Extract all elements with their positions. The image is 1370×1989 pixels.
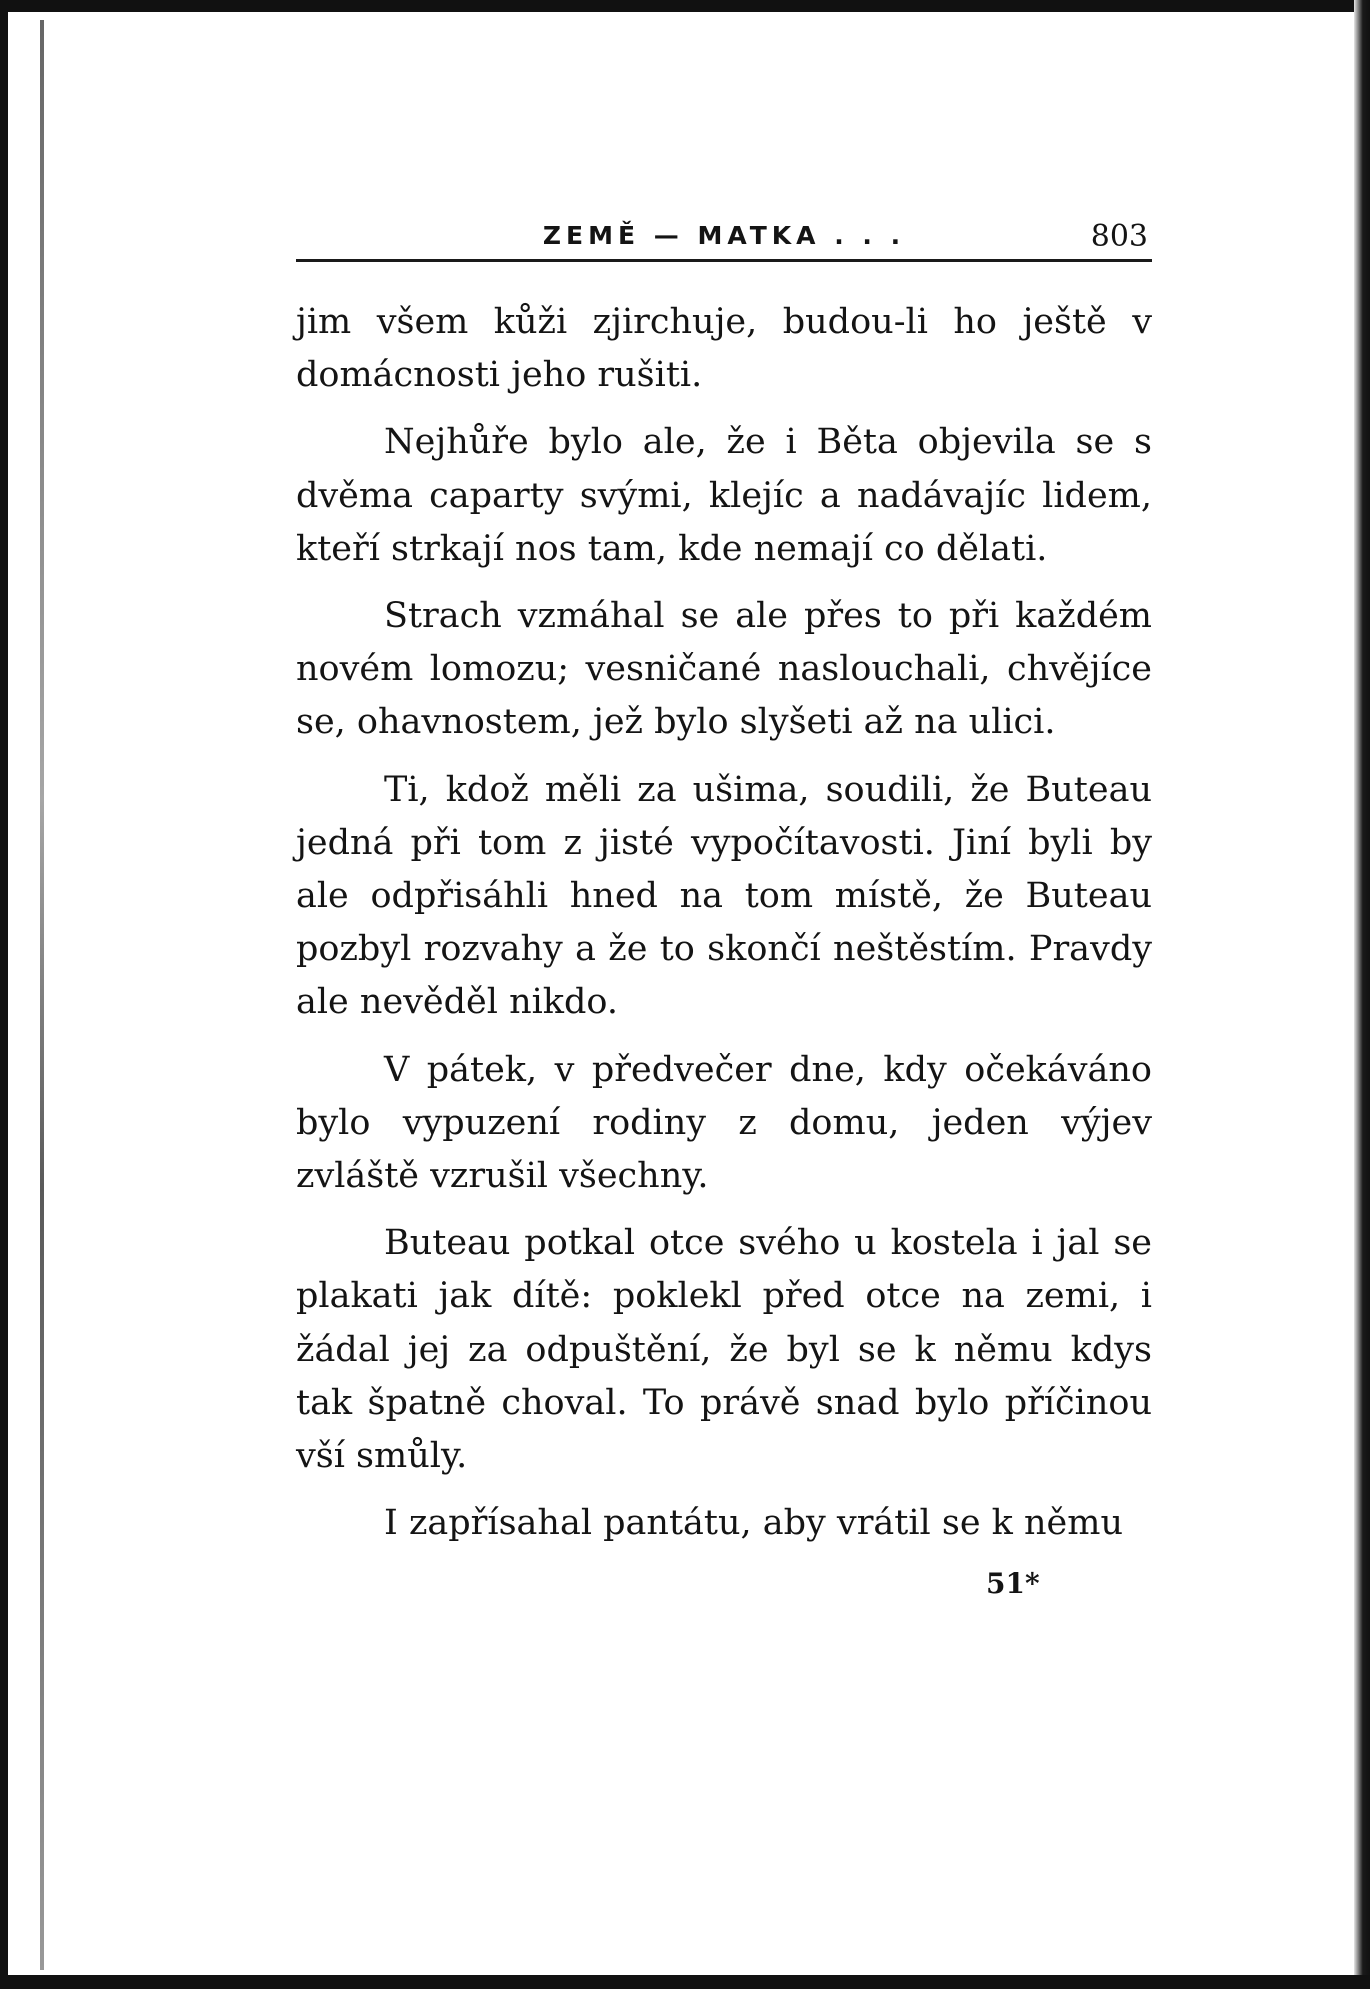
scan-edge-bottom (0, 1975, 1370, 1989)
body-text (296, 296, 1152, 1550)
paragraph-3: Strach vzmáhal se ale přes to při každém novém lomozu; vesničané naslouchali, chvějíce se, ohavnostem, jež bylo slyšeti až na ulici. (296, 596, 1152, 743)
paragraph-4: Ti, kdož měli za ušima, soudili, že Buteau jedná při tom z jisté vypočítavosti. Jiní byli by ale odpřisáhli hned na tom místě, že Buteau pozbyl rozvahy a že to skončí neštěstím. Pravdy ale nevěděl nikdo. (296, 769, 1152, 1023)
scan-edge-right (1354, 0, 1370, 1989)
paragraph-1: jim všem kůži zjirchuje, budou-li ho ještě v domácnosti jeho rušiti. (296, 302, 1152, 396)
scan-edge-left (0, 0, 8, 1989)
running-title: ZEMĚ — MATKA . . . (542, 221, 906, 250)
paragraph-5: V pátek, v předvečer dne, kdy očekáváno bylo vypuzení rodiny z domu, jeden výjev zvláště vzrušil všechny. (296, 1049, 1152, 1197)
paragraph-6: Buteau potkal otce svého u kostela i jal se plakati jak dítě: poklekl před otce na zemi, i žádal jej za odpuštění, že byl se k němu kdys tak špatně choval. To právě snad bylo příčinou vší smůly. (296, 1223, 1152, 1477)
paragraph-2: Nejhůře bylo ale, že i Běta objevila se s dvěma caparty svými, klejíc a nadávajíc lidem, kteří strkají nos tam, kde nemají co dělati. (296, 422, 1152, 569)
paragraph-7: I zapřísahal pantátu, aby vrátil se k němu (384, 1503, 1123, 1544)
page-number: 803 (1090, 219, 1148, 254)
book-page (296, 215, 1152, 1600)
page-binding-shadow (40, 20, 44, 1970)
signature-mark: 51* (986, 1567, 1040, 1600)
running-header (296, 215, 1152, 262)
scan-edge-top (0, 0, 1370, 12)
